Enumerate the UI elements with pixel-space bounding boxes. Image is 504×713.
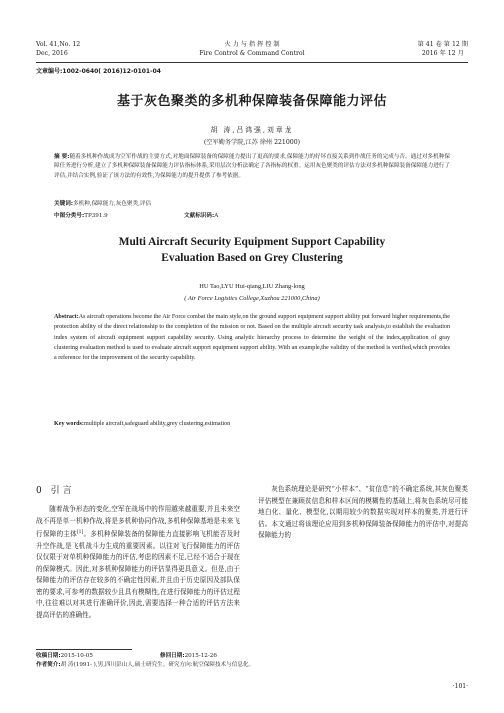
revised bbox=[160, 652, 217, 661]
footnote-author bbox=[36, 661, 468, 670]
abstract-cn bbox=[54, 153, 450, 181]
title-en bbox=[0, 234, 504, 266]
intro-paragraph-2: 灰色系统理论是研究“小样本”、“贫信息”的不确定系统,其灰色聚类评估模型在兼顾贫信息和样本区间的模糊性的基础上,将灰色系统尽可能地白化、量化、模型化,以期用较少的数据实现对样本的聚类,并进行评估。本文通过将该理论应用到多机种保障装备保障能力的评估中,对提高保障能力的 bbox=[258, 485, 468, 539]
doc-code bbox=[184, 212, 218, 221]
article-number: 文章编号:1002-0640( 2016)12-0101-04 bbox=[36, 68, 161, 75]
title-en-line2: Evaluation Based on Grey Clustering bbox=[161, 252, 343, 264]
clc-value: TP391.9 bbox=[84, 213, 108, 219]
keywords-en-label: Key words: bbox=[54, 421, 84, 427]
journal-name-en: Fire Control & Command Control bbox=[199, 50, 305, 57]
abstract-en-label: Abstract: bbox=[54, 314, 79, 320]
abstract-cn-label: 摘 要: bbox=[54, 154, 70, 160]
abstract-cn-text: 随着多机种作战成为空军作战的主要方式,对地面保障装备的保障能力提出了更高的要求,保障能力的好坏直接关系到作战任务的完成与否。通过对多机种保障任务进行分析,建立了多机种保障装备保障能力评估指标体系,采用层次分析法确定了各指标的权重。运用灰色聚类的评估方法对多机种保障装备保障能力进行了评估,并结合实例,验证了该方法的有效性,为保障能力的提升提供了参考依据。 bbox=[54, 154, 450, 179]
intro-p1-text-b: 。多机种保障装备的保障能力直接影响飞机能否及时升空作战,是飞机战斗力生成的重要因素。以往对飞行保障能力的评估仅仅限于对单机种保障能力的评估,考虑的因素不足,已经不适合于现在的保障模式。因此,对多机种保障能力的评估显得更具意义。但是,由于保障能力的评估存在较多的不确定性因素,并且由于历史原因及部队保密的要求,可参考的数据较少且具有模糊性,在进行保障能力的评估过程中,往往难以对其进行准确评价,因此,需要选择一种合适的评估方法来提高评估的准确性。 bbox=[36, 530, 241, 619]
author-bio-text: 胡 涛(1991- ),男,四川彭山人,硕士研究生。研究方向:航空保障技术与信息化。 bbox=[60, 662, 255, 668]
title-en-line1: Multi Aircraft Security Equipment Support Capability bbox=[118, 236, 386, 248]
received-date: 2015-10-05 bbox=[60, 653, 93, 659]
month-cn: 2016 年 12 月 bbox=[421, 50, 464, 57]
intro-p1-text-a: 随着战争形态的变化,空军在战场中的作用越来越重要,并且未来空战不再是单一机种作战,将是多机种协同作战,多机种保障基地是未来飞行保障的主体 bbox=[36, 505, 240, 539]
body-column-right bbox=[258, 484, 468, 542]
doc-code-value: A bbox=[214, 213, 219, 219]
issue-cn: 第 41 卷 第 12 期 bbox=[417, 41, 468, 48]
body-column-left bbox=[36, 484, 240, 621]
classification-cn bbox=[54, 212, 450, 221]
abstract-en-text: As aircraft operations become the Air Force combat the main style,on the ground support equipment support ability put forward higher requirements,the protection ability of the direct relationship to the completion of the mission or not. Based on the multiple aircraft security task analysis,to establish the evaluation index system of aircraft equipment support capability security. Using analytic hierarchy process to determine the weight of the index,application of gray clustering evaluation method is used to evaluate aircraft support equipment support ability. With an example,the validity of the method is verified,which provides a reference for the improvement of the security capability. bbox=[54, 314, 450, 362]
keywords-en bbox=[54, 420, 450, 429]
page-number: ·101· bbox=[452, 683, 468, 690]
header-right bbox=[418, 40, 468, 58]
title-cn: 基于灰色聚类的多机种保障装备保障能力评估 bbox=[116, 94, 387, 109]
header-journal bbox=[36, 40, 468, 58]
header-date: Dec, 2016 bbox=[36, 50, 68, 57]
intro-paragraph-1 bbox=[36, 504, 240, 621]
doc-code-label: 文献标识码: bbox=[184, 213, 215, 219]
abstract-en bbox=[54, 312, 450, 363]
clc-label: 中图分类号: bbox=[54, 213, 85, 219]
keywords-cn-text: 多机种,保障能力,灰色聚类,评估 bbox=[73, 201, 152, 207]
revised-label: 修回日期: bbox=[160, 653, 185, 659]
footnote-dates bbox=[36, 652, 468, 661]
author-bio-label: 作者简介: bbox=[36, 662, 61, 668]
citation-1[interactable]: [1] bbox=[76, 530, 84, 535]
section-heading-intro: 0 引言 bbox=[36, 486, 75, 496]
authors-en: HU Tao,LYU Hui-qiang,LIU Zhang-long bbox=[199, 283, 305, 290]
header-rule bbox=[36, 62, 468, 63]
revised-date: 2015-12-26 bbox=[184, 653, 217, 659]
received-label: 收稿日期: bbox=[36, 653, 61, 659]
keywords-en-text: multiple aircraft,safeguard ability,grey clustering,estimation bbox=[83, 421, 231, 427]
authors-cn: 胡 涛,吕鸿强,刘章龙 bbox=[210, 126, 294, 134]
footnote-rule bbox=[36, 649, 132, 650]
affiliation-cn: (空军勤务学院,江苏 徐州 221000) bbox=[203, 139, 301, 146]
journal-name-cn: 火 力 与 指 挥 控 制 bbox=[224, 41, 280, 48]
volume: Vol. 41,No. 12 bbox=[36, 41, 81, 48]
affiliation-en: ( Air Force Logistics College,Xuzhou 221000,China) bbox=[184, 295, 320, 302]
keywords-cn bbox=[54, 200, 450, 209]
keywords-cn-label: 关键词: bbox=[54, 201, 74, 207]
